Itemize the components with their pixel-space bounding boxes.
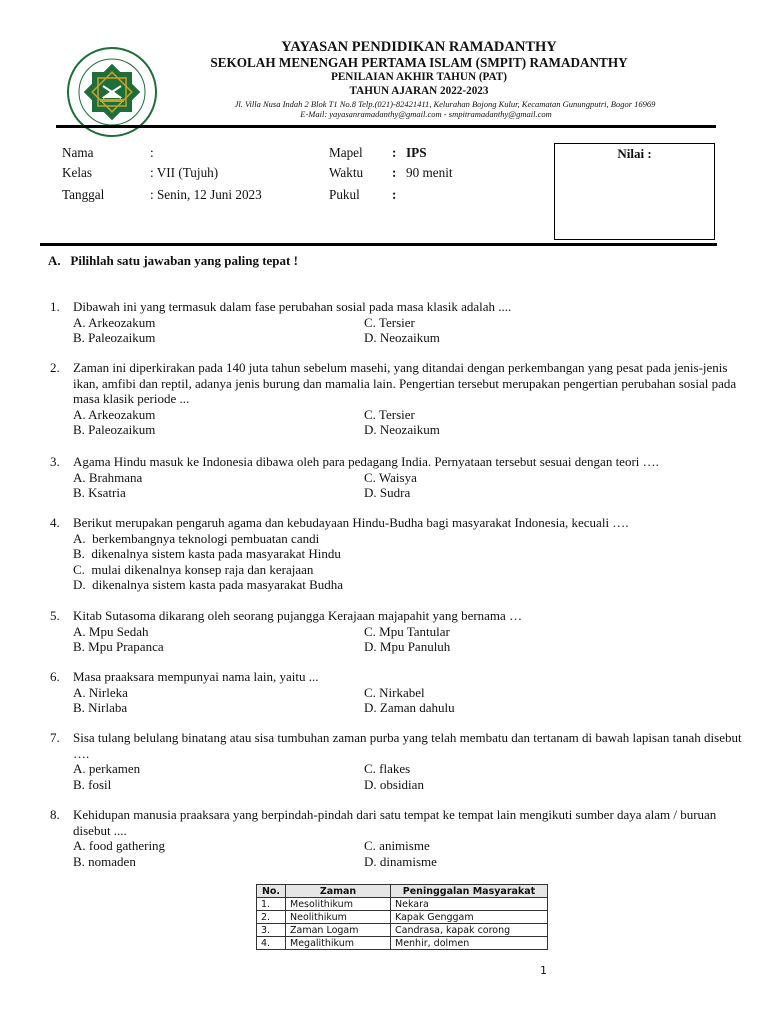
option-b: B. Nirlaba [73,700,128,715]
foundation-name: YAYASAN PENDIDIKAN RAMADANTHY [281,39,557,55]
question-stem: Kitab Sutasoma dikarang oleh seorang pujangga Kerajaan majapahit yang bernama … [73,608,523,623]
question-stem: Sisa tulang belulang binatang atau sisa tumbuhan zaman purba yang telah membatu dan tertanam di bawah lapisan tanah disebut …. [73,730,742,761]
table-row [257,911,548,924]
waktu-value: 90 menit [406,165,453,180]
question-stem: Berikut merupakan pengaruh agama dan kebudayaan Hindu-Budha bagi masyarakat Indonesia, kecuali …. [73,515,629,530]
table-header-row [257,885,548,898]
option-a: A. Mpu Sedah [73,623,149,639]
page-number: 1 [540,964,547,977]
option-c: C. Waisya [364,469,417,485]
mapel-label: Mapel [329,145,363,160]
option-b: B. Paleozaikum [73,422,156,437]
option-c: C. animisme [364,838,430,853]
question-number: 2. [50,360,60,375]
option-a: A. berkembangnya teknologi pembuatan candi [73,530,320,546]
option-c: C. Nirkabel [364,684,425,700]
question-number: 8. [50,807,60,822]
question-stem: Agama Hindu masuk ke Indonesia dibawa oleh para pedagang India. Pernyataan tersebut sesuai dengan teori …. [73,454,659,469]
option-c: C. Tersier [364,406,415,422]
option-a: A. food gathering [73,838,166,853]
option-c: C. Mpu Tantular [364,623,450,639]
question-stem: Zaman ini diperkirakan pada 140 juta tahun sebelum masehi, yang ditandai dengan perkembangan yang pesat pada jenis-jenis ikan, amfibi dan reptil, adanya jenis burung dan mamalia lain. Pengertian tersebut merupakan pengertian perubahan sosial pada masa klasik periode ... [73,360,737,406]
table-header: Zaman [286,885,391,898]
question-number: 5. [50,608,60,623]
option-b: B. dikenalnya sistem kasta pada masyarakat Hindu [73,546,341,561]
question-7 [50,730,743,792]
waktu-label: Waktu [329,165,364,180]
tanggal-label: Tanggal [62,187,105,202]
nilai-label: Nilai : [617,146,652,161]
option-b: B. nomaden [73,853,136,869]
option-d: D. Neozaikum [364,330,440,345]
question-4 [50,515,743,593]
table-cell: Zaman Logam [286,924,391,937]
question-6 [50,669,743,716]
table-cell: 2. [257,911,286,924]
question-3 [50,454,743,501]
option-d: D. Sudra [364,485,411,500]
tanggal-value: : Senin, 12 Juni 2023 [150,187,262,202]
nama-label: Nama [62,145,94,160]
question-stem: Kehidupan manusia praaksara yang berpindah-pindah dari satu tempat ke tempat lain mengikuti sumber daya alam / buruan disebut .... [73,807,717,838]
table-cell: Candrasa, kapak corong [391,924,548,937]
option-b: B. fosil [73,776,112,792]
table-cell: Menhir, dolmen [391,937,548,950]
header-divider [56,125,716,128]
pukul-colon: : [392,187,397,202]
question-number: 4. [50,515,60,530]
waktu-colon: : [392,165,397,180]
option-c: C. mulai dikenalnya konsep raja dan kerajaan [73,561,314,577]
table-cell: 3. [257,924,286,937]
option-b: B. Ksatria [73,485,126,500]
table-header: Peninggalan Masyarakat [391,885,548,898]
question-number: 1. [50,299,60,314]
option-c: C. Tersier [364,314,415,330]
school-year: TAHUN AJARAN 2022-2023 [349,85,489,97]
nama-value: : [150,145,154,160]
question-number: 6. [50,669,60,684]
option-d: D. Mpu Panuluh [364,639,451,654]
option-c: C. flakes [364,761,411,776]
school-email: E-Mail: yayasanramadanthy@gmail.com - smpitramadanthy@gmail.com [300,109,552,119]
option-d: D. dikenalnya sistem kasta pada masyarakat Budha [73,577,344,592]
option-a: A. Arkeozakum [73,314,156,330]
kelas-label: Kelas [62,165,93,180]
question-number: 3. [50,454,60,469]
option-d: D. obsidian [364,776,424,792]
table-cell: Neolithikum [286,911,391,924]
mapel-value: IPS [406,145,427,160]
mapel-colon: : [392,145,397,160]
option-b: B. Paleozaikum [73,330,156,345]
nilai-box [554,143,715,240]
table-cell: 4. [257,937,286,950]
section-title: A. Pilihlah satu jawaban yang paling tepat ! [48,253,298,268]
kelas-value: : VII (Tujuh) [150,165,219,180]
table-row [257,937,548,950]
zaman-table [256,884,548,950]
option-a: A. Brahmana [73,469,143,485]
table-row [257,898,548,911]
question-8 [50,807,743,869]
exam-name: PENILAIAN AKHIR TAHUN (PAT) [330,71,507,83]
table-cell: Nekara [391,898,548,911]
info-divider [40,243,717,246]
option-a: A. Arkeozakum [73,406,156,422]
option-d: D. Neozaikum [364,422,440,437]
table-row [257,924,548,937]
table-cell: Mesolithikum [286,898,391,911]
option-d: D. dinamisme [364,853,437,869]
question-stem: Masa praaksara mempunyai nama lain, yaitu ... [73,669,319,684]
option-a: A. perkamen [73,761,141,776]
question-number: 7. [50,730,60,745]
school-address: Jl. Villa Nusa Indah 2 Blok T1 No.8 Telp.(021)-82421411, Kelurahan Bojong Kulur, Kecamatan Gunungputri, Bogor 16969 [234,99,656,109]
question-5 [50,608,743,655]
option-a: A. Nirleka [73,684,128,700]
table-cell: 1. [257,898,286,911]
pukul-label: Pukul [329,187,360,202]
question-2 [50,360,743,438]
option-b: B. Mpu Prapanca [73,639,164,654]
option-d: D. Zaman dahulu [364,700,455,715]
table-header: No. [257,885,286,898]
question-stem: Dibawah ini yang termasuk dalam fase perubahan sosial pada masa klasik adalah .... [73,299,512,314]
table-cell: Kapak Genggam [391,911,548,924]
table-cell: Megalithikum [286,937,391,950]
school-name: SEKOLAH MENENGAH PERTAMA ISLAM (SMPIT) RAMADANTHY [210,55,628,70]
question-1 [50,299,743,346]
